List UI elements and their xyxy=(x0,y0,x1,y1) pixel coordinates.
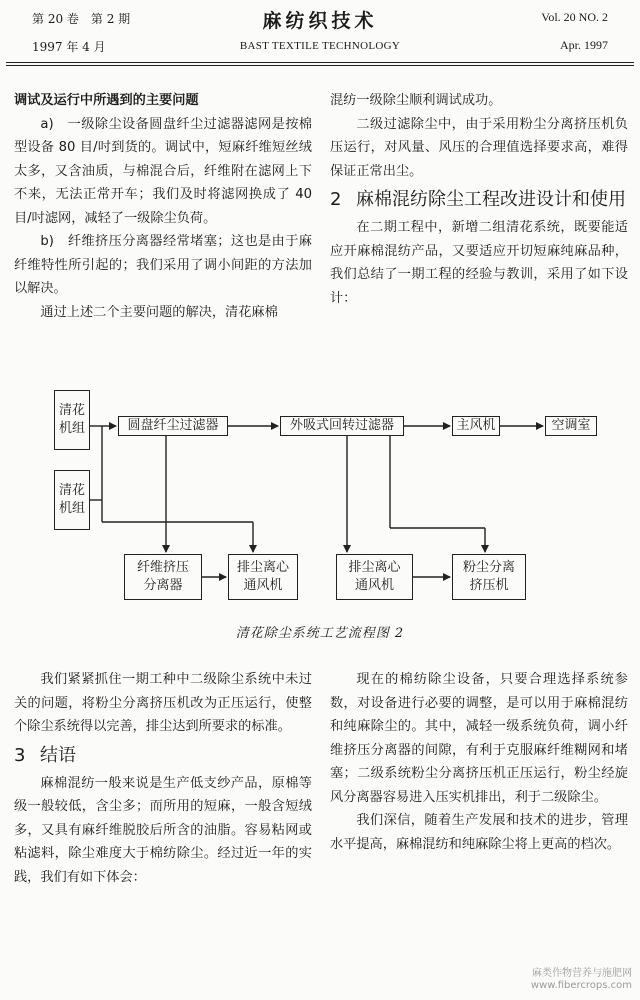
fiber-press-separator-box: 纤维挤压 分离器 xyxy=(124,554,202,600)
section-number: 2 xyxy=(330,189,342,210)
lower-left-column xyxy=(14,668,312,889)
diagram-connectors xyxy=(0,378,640,618)
cleaning-unit-box-2: 清花机组 xyxy=(54,470,90,530)
paragraph: b) 纤维挤压分离器经常堵塞；这也是由于麻纤维特性所引起的；我们采用了调小间距的方法加以解决。 xyxy=(14,234,312,296)
process-flow-diagram xyxy=(0,378,640,618)
watermark-line: www.fibercrops.com xyxy=(530,980,632,991)
section-title: 麻棉混纺除尘工程改进设计和使用 xyxy=(356,189,626,210)
paragraph: 我们紧紧抓住一期工种中二级除尘系统中未过关的问题，将粉尘分离挤压机改为正压运行，使整个除尘系统得以完善，排尘达到所要求的标准。 xyxy=(14,672,312,734)
issue-date-en: Apr. 1997 xyxy=(560,38,608,52)
figure-caption: 清花除尘系统工艺流程图 2 xyxy=(235,626,405,641)
paragraph: 现在的棉纺除尘设备，只要合理选择系统参数，对设备进行必要的调整，是可以用于麻棉混纺和纯麻除尘的。其中，减轻一级系统负荷，调小纤维挤压分离器的间隙，有利于克服麻纤维糊网和堵塞；二级系统粉尘分离挤压机正压运行，粉尘经旋风分离器容易进入压实机排出，利于二级除尘。 xyxy=(330,672,628,805)
upper-left-column xyxy=(14,89,312,324)
paragraph: a) 一级除尘设备圆盘纤尘过滤器滤网是按棉型设备 80 目/吋到货的。调试中，短麻纤维短丝绒太多，又含油质，与棉混合后，纤维附在滤网上下不来，无法正常开车；我们及时将滤网换成了 40 目/吋滤网，减轻了一级除尘负荷。 xyxy=(14,116,312,226)
header-rule-bottom xyxy=(6,65,634,66)
header-rule-top xyxy=(6,62,634,63)
section-title: 结语 xyxy=(40,744,76,766)
volume-number-en: Vol. 20 NO. 2 xyxy=(541,10,608,24)
paragraph: 在二期工程中，新增二组清花系统，既要能适应开麻棉混纺产品，又要适应开切短麻纯麻品种，我们总结了一期工程的经验与教训，采用了如下设计： xyxy=(330,220,628,306)
issue-date: 1997 年 4 月 xyxy=(32,40,106,54)
paragraph: 麻棉混纺一般来说是生产低支纱产品，原棉等级一般较低，含尘多；而所用的短麻，一般含短绒多，又具有麻纤维脱胶后所含的油脂。容易粘网或粘滤料，除尘难度大于棉纺除尘。经过近一年的实践，我们有如下体会： xyxy=(14,775,312,885)
paragraph: 二级过滤除尘中，由于采用粉尘分离挤压机负压运行，对风量、风压的合理值选择要求高，难得保证正常出尘。 xyxy=(330,116,628,179)
paragraph: 通过上述二个主要问题的解决，清花麻棉 xyxy=(40,304,278,320)
main-fan-box: 主风机 xyxy=(452,416,500,436)
subsection-heading: 调试及运行中所遇到的主要问题 xyxy=(14,93,199,108)
rotary-filter-box: 外吸式回转过滤器 xyxy=(280,416,404,436)
cleaning-unit-box-1: 清花机组 xyxy=(54,390,90,450)
watermark xyxy=(531,968,632,992)
upper-right-column xyxy=(330,89,628,310)
section-number: 3 xyxy=(14,744,26,766)
section-heading xyxy=(330,186,628,213)
journal-title: 麻纺织技术 xyxy=(262,10,378,32)
disc-filter-box: 圆盘纤尘过滤器 xyxy=(118,416,228,436)
exhaust-fan-box-1: 排尘离心 通风机 xyxy=(228,554,298,600)
section-heading xyxy=(14,742,312,769)
air-conditioning-room-box: 空调室 xyxy=(545,416,597,436)
paragraph: 我们深信，随着生产发展和技术的进步，管理水平提高，麻棉混纺和纯麻除尘将上更高的档次。 xyxy=(330,813,628,852)
volume-issue: 第 20 卷 第 2 期 xyxy=(32,12,131,26)
paragraph: 混纺一级除尘顺利调试成功。 xyxy=(330,93,502,108)
dust-separator-press-box: 粉尘分离 挤压机 xyxy=(452,554,526,600)
journal-subtitle: BAST TEXTILE TECHNOLOGY xyxy=(239,40,401,52)
watermark-line: 麻类作物营养与施肥网 xyxy=(532,968,632,979)
exhaust-fan-box-2: 排尘离心 通风机 xyxy=(336,554,413,600)
lower-right-column xyxy=(330,668,628,856)
